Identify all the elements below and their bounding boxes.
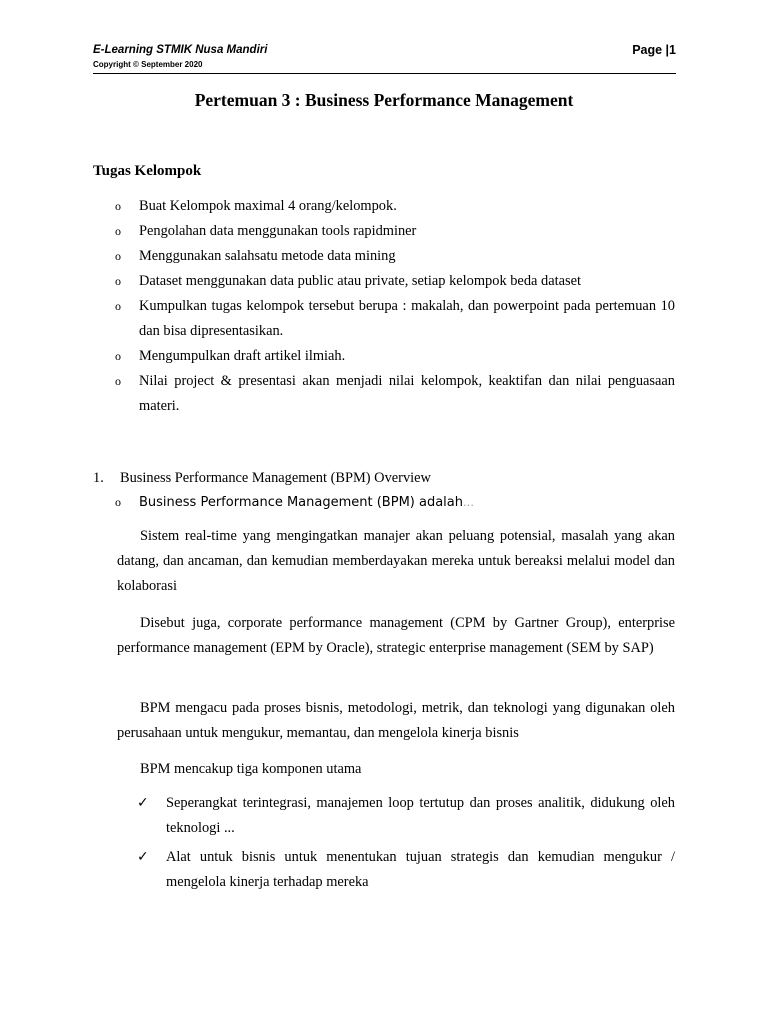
- circle-bullet-icon: o: [115, 374, 121, 388]
- circle-bullet-icon: o: [115, 274, 121, 288]
- numbered-heading-text: Business Performance Management (BPM) Overview: [120, 470, 431, 486]
- header-copyright: Copyright © September 2020: [93, 60, 203, 69]
- list-item: [93, 269, 675, 294]
- list-item-text: Buat Kelompok maximal 4 orang/kelompok.: [139, 198, 397, 214]
- list-item: [93, 369, 675, 419]
- list-item-text: Pengolahan data menggunakan tools rapidminer: [139, 223, 417, 239]
- circle-bullet-icon: o: [115, 495, 121, 509]
- list-item-text: Mengumpulkan draft artikel ilmiah.: [139, 348, 346, 364]
- page-title: Pertemuan 3 : Business Performance Management: [194, 90, 574, 110]
- component-list: [117, 791, 675, 899]
- circle-bullet-icon: o: [115, 249, 121, 263]
- list-item-text: Alat untuk bisnis untuk menentukan tujuan strategis dan kemudian mengukur / mengelola kinerja terhadap mereka: [166, 849, 675, 890]
- list-item-text: Dataset menggunakan data public atau private, setiap kelompok beda dataset: [139, 273, 581, 289]
- task-list: [93, 194, 675, 419]
- list-item: [117, 791, 675, 841]
- list-item-text: Kumpulkan tugas kelompok tersebut berupa : makalah, dan powerpoint pada pertemuan 10 dan bisa dipresentasikan.: [139, 298, 675, 339]
- checkmark-icon: ✓: [137, 849, 149, 865]
- list-item: [93, 194, 675, 219]
- header-page-number: Page |1: [632, 43, 676, 57]
- paragraph: BPM mengacu pada proses bisnis, metodologi, metrik, dan teknologi yang digunakan oleh perusahaan untuk mengukur, memantau, dan mengelola kinerja bisnis: [117, 700, 675, 741]
- item-number: 1.: [93, 470, 104, 486]
- list-item-text: Seperangkat terintegrasi, manajemen loop tertutup dan proses analitik, didukung oleh teknologi ...: [166, 795, 675, 836]
- list-item: [117, 845, 675, 895]
- ellipsis: …: [463, 496, 474, 509]
- paragraph: Disebut juga, corporate performance management (CPM by Gartner Group), enterprise performance management (EPM by Oracle), strategic enterprise management (SEM by SAP): [117, 615, 675, 656]
- paragraph: Sistem real-time yang mengingatkan manajer akan peluang potensial, masalah yang akan datang, dan ancaman, dan kemudian memberdayakan mereka untuk bereaksi melalui model dan kolaborasi: [117, 528, 675, 594]
- list-item-text: Menggunakan salahsatu metode data mining: [139, 248, 396, 264]
- numbered-heading: [93, 467, 431, 489]
- header-institution: E-Learning STMIK Nusa Mandiri: [93, 44, 268, 56]
- circle-bullet-icon: o: [115, 349, 121, 363]
- checkmark-icon: ✓: [137, 795, 149, 811]
- section-heading: Tugas Kelompok: [93, 163, 202, 179]
- list-item: [93, 344, 675, 369]
- paragraph: BPM mencakup tiga komponen utama: [140, 761, 362, 777]
- circle-bullet-icon: o: [115, 199, 121, 213]
- circle-bullet-icon: o: [115, 299, 121, 313]
- header-divider: [93, 73, 676, 74]
- sub-bullet: [115, 491, 474, 514]
- list-item-text: Nilai project & presentasi akan menjadi nilai kelompok, keaktifan dan nilai penguasaan materi.: [139, 373, 675, 414]
- list-item: [93, 219, 675, 244]
- list-item: [93, 294, 675, 344]
- sub-bullet-text: Business Performance Management (BPM) adalah: [139, 495, 463, 510]
- circle-bullet-icon: o: [115, 224, 121, 238]
- list-item: [93, 244, 675, 269]
